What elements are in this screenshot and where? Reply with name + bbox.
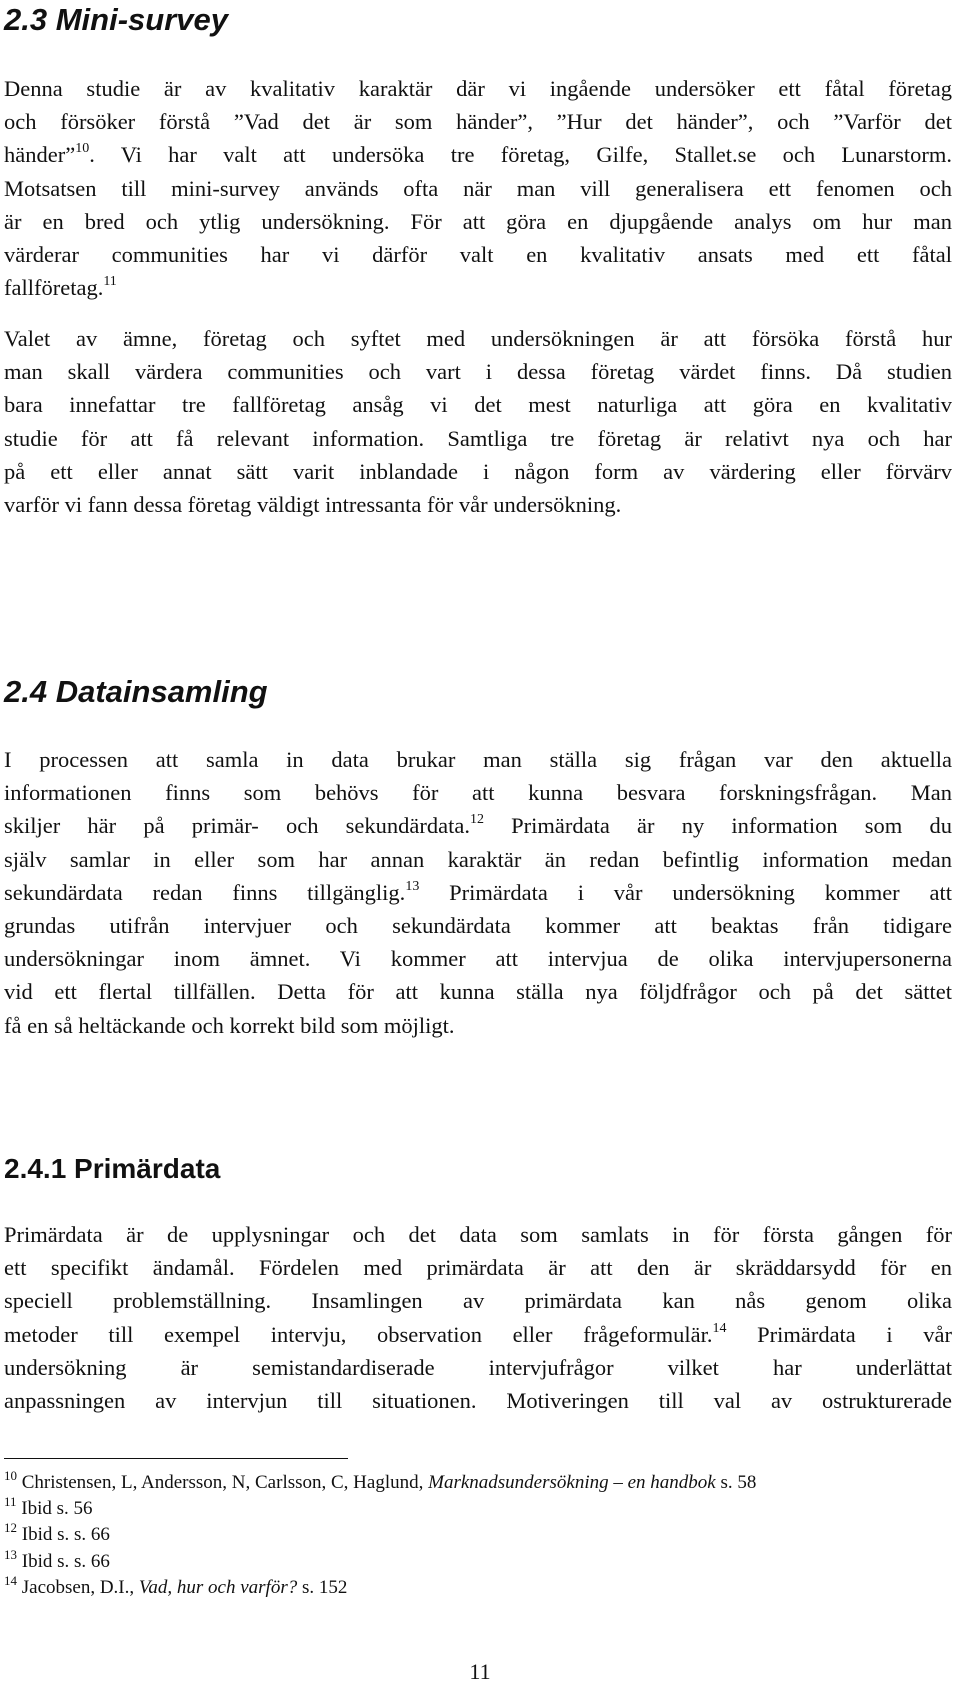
footnote-text: Ibid s. s. 66 — [17, 1550, 110, 1572]
footnotes — [4, 1470, 952, 1601]
footnote-11 — [4, 1496, 952, 1522]
footnote-ref-11: 11 — [103, 274, 117, 290]
paragraph-primardata — [4, 1218, 952, 1417]
text-fragment: sekundärdata redan finns tillgänglig. — [4, 879, 406, 905]
footnote-number: 10 — [4, 1468, 17, 1483]
footnote-ref-13: 13 — [405, 878, 420, 894]
text-line: ett specifikt ändamål. Fördelen med primärdata är att den är skräddarsydd för en — [4, 1255, 952, 1281]
text-line: vid ett flertal tillfällen. Detta för att kunna ställa nya följdfrågor och på det sättet — [4, 979, 952, 1005]
text-line: är en bred och ytlig undersökning. För att göra en djupgående analys om hur man — [4, 208, 952, 234]
text-line: studie för att få relevant information. Samtliga tre företag är relativt nya och har — [4, 425, 952, 451]
section-heading-mini-survey: 2.3 Mini-survey — [4, 2, 228, 37]
footnote-separator — [4, 1458, 348, 1459]
footnote-text: s. 58 — [715, 1472, 757, 1493]
text-line — [4, 876, 952, 909]
text-fragment: händer” — [4, 142, 76, 168]
text-line: värderar communities har vi därför valt en kvalitativ ansats med ett fåtal — [4, 242, 952, 268]
footnote-text: Jacobsen, D.I., — [17, 1576, 139, 1598]
footnote-14 — [4, 1572, 952, 1601]
text-line: informationen finns som behövs för att kunna besvara forskningsfrågan. Man — [4, 780, 952, 806]
footnote-title: Vad, hur och varför? — [138, 1576, 298, 1598]
paragraph-mini-survey-1 — [4, 72, 952, 304]
text-line: varför vi fann dessa företag väldigt intressanta för vår undersökning. — [4, 492, 622, 518]
footnote-ref-10: 10 — [75, 141, 90, 157]
page-number: 11 — [469, 1659, 491, 1684]
footnote-ref-14: 14 — [712, 1320, 727, 1336]
footnote-number: 12 — [4, 1520, 17, 1536]
text-line: undersökningar inom ämnet. Vi kommer att intervjua de olika intervjupersonerna — [4, 946, 952, 972]
text-fragment: metoder till exempel intervju, observation eller frågeformulär. — [4, 1321, 713, 1347]
text-line: man skall värdera communities och vart i dessa företag värdet finns. Då studien — [4, 359, 952, 385]
footnote-number: 14 — [4, 1572, 17, 1588]
footnote-text: Ibid s. 56 — [16, 1498, 93, 1520]
text-line: få en så heltäckande och korrekt bild som möjligt. — [4, 1012, 455, 1038]
text-fragment: Primärdata i vår undersökning kommer att — [419, 879, 953, 905]
footnote-text: Ibid s. s. 66 — [17, 1524, 110, 1546]
text-line: grundas utifrån intervjuer och sekundärdata kommer att beaktas från tidigare — [4, 913, 952, 939]
footnote-text: s. 152 — [297, 1576, 348, 1598]
text-fragment: Primärdata i vår — [726, 1321, 952, 1347]
text-line: bara innefattar tre fallföretag ansåg vi det mest naturliga att göra en kvalitativ — [4, 392, 952, 418]
footnote-10 — [4, 1470, 952, 1496]
text-line — [4, 138, 952, 171]
text-line: Valet av ämne, företag och syftet med undersökningen är att försöka förstå hur — [4, 326, 952, 351]
footnote-12 — [4, 1522, 952, 1548]
text-line: på ett eller annat sätt varit inblandade i någon form av värdering eller förvärv — [4, 458, 952, 484]
text-line: Denna studie är av kvalitativ karaktär där vi ingående undersöker ett fåtal företag — [4, 76, 952, 101]
text-line — [4, 809, 952, 842]
text-fragment: Primärdata är ny information som du — [483, 813, 952, 839]
text-line: själv samlar in eller som har annan karaktär än redan befintlig information medan — [4, 846, 952, 872]
footnote-text: Christensen, L, Andersson, N, Carlsson, C, Haglund, — [17, 1472, 429, 1493]
text-line — [4, 271, 952, 304]
text-line: anpassningen av intervjun till situationen. Motiveringen till val av ostrukturerade — [4, 1388, 952, 1414]
footnote-title: Marknadsundersökning – en handbok — [428, 1472, 716, 1493]
footnote-number: 13 — [4, 1546, 17, 1562]
text-line: I processen att samla in data brukar man ställa sig frågan var den aktuella — [4, 747, 952, 772]
text-line: Motsatsen till mini-survey används ofta när man vill generalisera ett fenomen och — [4, 175, 952, 201]
footnote-number: 11 — [4, 1494, 17, 1510]
paragraph-datainsamling — [4, 743, 952, 1042]
text-fragment: skiljer här på primär- och sekundärdata. — [4, 813, 470, 839]
text-line — [4, 1318, 952, 1351]
text-line: och försöker förstå ”Vad det är som händer”, ”Hur det händer”, och ”Varför det — [4, 109, 952, 135]
paragraph-mini-survey-2 — [4, 322, 952, 521]
subsection-heading-primardata: 2.4.1 Primärdata — [4, 1153, 221, 1184]
text-line: undersökning är semistandardiserade intervjufrågor vilket har underlättat — [4, 1354, 952, 1380]
footnote-13 — [4, 1546, 952, 1575]
section-heading-datainsamling: 2.4 Datainsamling — [4, 674, 268, 709]
text-line: Primärdata är de upplysningar och det data som samlats in för första gången för — [4, 1222, 952, 1247]
text-fragment: . Vi har valt att undersöka tre företag, Gilfe, Stallet.se och Lunarstorm. — [89, 142, 952, 168]
text-line: speciell problemställning. Insamlingen av primärdata kan nås genom olika — [4, 1288, 952, 1314]
document-page — [4, 0, 956, 1698]
footnote-ref-12: 12 — [469, 812, 484, 828]
text-fragment: fallföretag. — [4, 275, 104, 301]
